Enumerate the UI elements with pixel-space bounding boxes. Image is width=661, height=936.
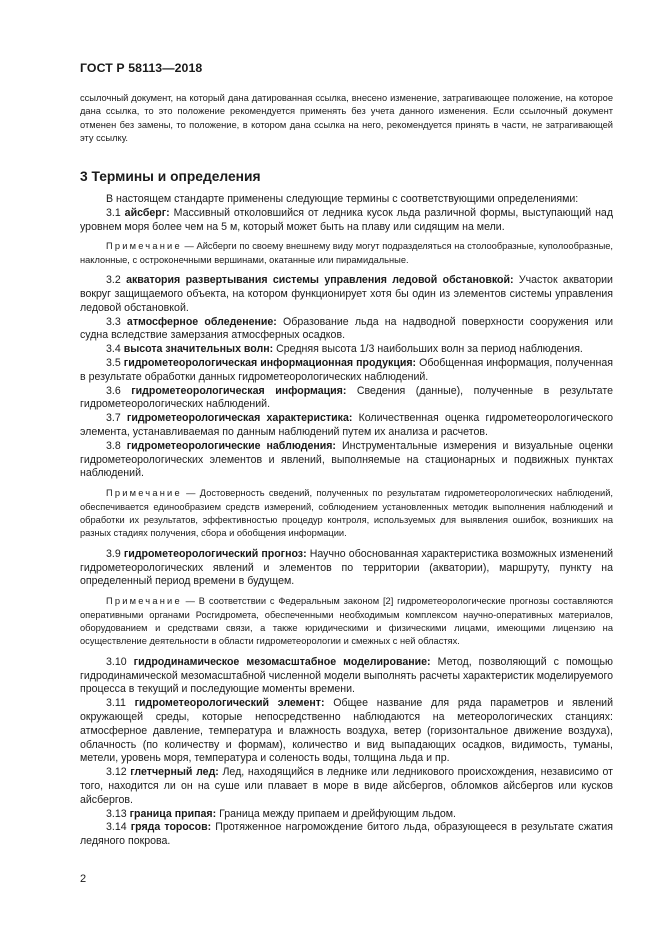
term-definition: Сведения (данные), полученные в результате гидрометеорологических наблюдений.: [80, 384, 613, 411]
term-note-3-9: [80, 595, 613, 649]
term-entry-3-5: [80, 357, 613, 385]
term-entry-3-8: [80, 440, 613, 481]
term-name: акватория развертывания системы управления ледовой обстановкой:: [126, 274, 514, 287]
term-entry-3-2: [80, 274, 613, 315]
term-entry-3-1: [80, 207, 613, 235]
term-definition: Протяженное нагромождение битого льда, образующееся в результате сжатия ледяного покрова.: [80, 821, 613, 848]
note-text: — Достоверность сведений, полученных по результатам гидрометеорологических наблюдений, обеспечивается единообразием средств измерений, соблюдением установленных методик выполнения наблюдений и обработки их результатов, эффективностью процедур контроля, используемых для выявления ошибок, возникших на разных стадиях получения, сбора и обобщения информации.: [80, 488, 613, 539]
page-number: 2: [80, 873, 87, 885]
term-note-3-1: [80, 240, 613, 267]
term-number: 3.6: [106, 384, 121, 397]
term-number: 3.4: [106, 343, 121, 356]
term-number: 3.13: [106, 807, 127, 820]
term-entry-3-9: [80, 548, 613, 589]
term-definition: Метод, позволяющий с помощью гидродинамической мезомасштабной численной модели выполнять расчеты характеристик моделируемого процесса в текущий и последующие моменты времени.: [80, 655, 613, 696]
note-text: — В соответствии с Федеральным законом [2] гидрометеорологические прогнозы составляются оперативными органами Росгидромета, обеспеченными необходимым комплексом научно-оперативных материалов, оборудованием и средствами связи, а также юридическими и физическими лицами, имеющими лицензию на осуществление деятельности в области гидрометеорологии и смежных с ней областях.: [80, 596, 613, 647]
term-definition: Средняя высота 1/3 наибольших волн за период наблюдения.: [276, 343, 583, 356]
term-number: 3.5: [106, 356, 121, 369]
term-number: 3.3: [106, 315, 121, 328]
term-entry-3-12: [80, 766, 613, 807]
note-label: Примечание: [106, 488, 182, 499]
term-name: глетчерный лед:: [130, 766, 219, 779]
section-body: [80, 193, 613, 849]
section-title: 3 Термины и определения: [80, 169, 261, 184]
intro-paragraph: ссылочный документ, на который дана датированная ссылка, внесено изменение, затрагивающее положение, на которое дана ссылка, то это положение рекомендуется применять без учета данного изменения. Если ссылочный документ отменен без замены, то положение, в котором дана ссылка на него, рекомендуется принять в части, не затрагивающей эту ссылку.: [80, 93, 613, 144]
document-header: ГОСТ Р 58113—2018: [80, 61, 203, 75]
term-name: гряда торосов:: [130, 821, 212, 834]
term-number: 3.11: [106, 697, 126, 710]
note-label: Примечание: [106, 596, 182, 607]
term-entry-3-10: [80, 656, 613, 697]
term-number: 3.12: [106, 766, 127, 779]
term-name: гидрометеорологическая информационная продукция:: [123, 356, 417, 369]
term-entry-3-11: [80, 697, 613, 766]
term-name: граница припая:: [129, 807, 217, 820]
term-entry-3-7: [80, 412, 613, 440]
term-definition: Участок акватории вокруг защищаемого объекта, на котором функционирует хотя бы один из элементов системы управления ледовой обстановкой.: [80, 274, 613, 314]
term-definition: Обобщенная информация, полученная в результате обработки данных гидрометеорологических наблюдений.: [80, 356, 613, 383]
term-definition: Образование льда на надводной поверхности сооружения или судна вследствие замерзания атмосферных осадков.: [80, 315, 613, 342]
term-name: атмосферное обледенение:: [126, 315, 277, 328]
term-number: 3.14: [106, 821, 127, 834]
term-name: высота значительных волн:: [123, 343, 274, 356]
term-entry-3-13: [80, 808, 613, 822]
term-definition: Массивный отколовшийся от ледника кусок льда различной формы, выступающий над уровнем моря более чем на 5 м, который может быть на плаву или сидящим на мели.: [80, 206, 614, 233]
term-name: гидрометеорологический элемент:: [134, 697, 325, 710]
term-name: гидрометеорологическая характеристика:: [126, 412, 353, 425]
term-definition: Количественная оценка гидрометеорологического элемента, устанавливаемая по данным наблюдений путем их анализа и расчетов.: [80, 412, 613, 438]
term-definition: Лед, находящийся в леднике или ледникового происхождения, независимо от того, находится ли он на суше или плавает в море в виде айсбергов, обломков айсбергов или кусков айсбергов.: [80, 766, 613, 806]
term-entry-3-4: [80, 343, 613, 357]
term-definition: Инструментальные измерения и визуальные оценки гидрометеорологических элементов и явлений, выполняемые на стационарных и подвижных пунктах наблюдений.: [80, 439, 613, 480]
term-entry-3-3: [80, 316, 613, 344]
term-name: гидрометеорологический прогноз:: [123, 547, 307, 560]
term-entry-3-14: [80, 821, 613, 849]
term-entry-3-6: [80, 385, 613, 413]
term-note-3-8: [80, 487, 613, 541]
term-number: 3.2: [106, 274, 121, 287]
term-number: 3.8: [106, 439, 121, 452]
note-label: Примечание: [106, 241, 182, 252]
term-definition: Граница между припаем и дрейфующим льдом.: [219, 807, 456, 820]
term-definition: Общее название для ряда параметров и явлений окружающей среды, которые непосредственно наблюдаются на метеорологических станциях: атмосферное давление, температура и влажность воздуха, ветер (горизонтальное движение воздуха), облачность (по количеству и формам), количество и вид выпадающих осадков, видимость, туманы, метели, уровень моря, температура и соленость воды, толщина льда и пр.: [80, 697, 614, 765]
term-number: 3.9: [106, 547, 121, 560]
note-text: — Айсберги по своему внешнему виду могут подразделяться на столообразные, куполообразные, наклонные, с остроконечными вершинами, окатанные или пирамидальные.: [80, 241, 613, 265]
term-name: гидрометеорологическая информация:: [131, 384, 347, 397]
term-number: 3.7: [106, 412, 121, 425]
term-number: 3.1: [106, 206, 121, 219]
term-name: гидродинамическое мезомасштабное моделирование:: [133, 655, 431, 668]
term-name: айсберг:: [124, 206, 170, 219]
section-lead: В настоящем стандарте применены следующие термины с соответствующими определениями:: [106, 193, 579, 205]
term-definition: Научно обоснованная характеристика возможных изменений гидрометеорологических явлений и элементов по территории (акватории), маршруту, пункту на определенный период времени в будущем.: [80, 547, 613, 588]
term-number: 3.10: [106, 655, 127, 668]
term-name: гидрометеорологические наблюдения:: [126, 439, 336, 452]
